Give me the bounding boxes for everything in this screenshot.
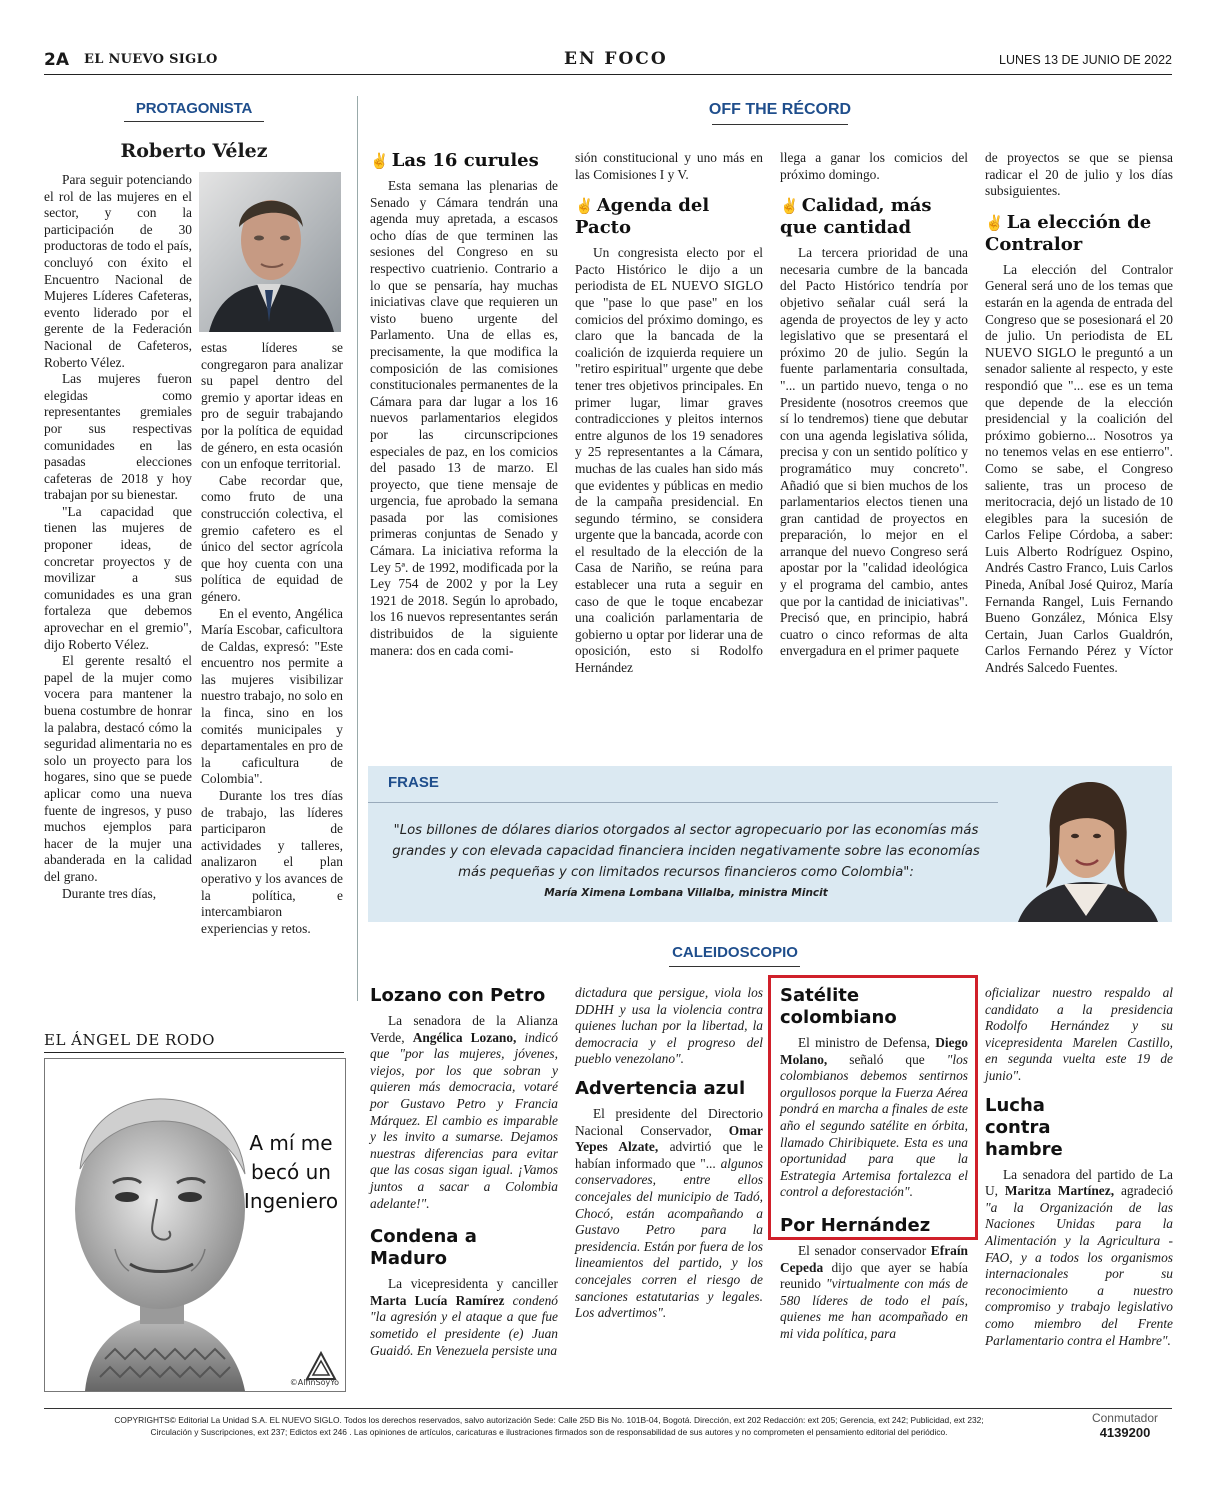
cartoon-speech-text: A mí me becó un Ingeniero [243, 1131, 339, 1213]
protagonista-col2-p3: En el evento, Angélica María Escobar, caficultora de Caldas, expresó: "Este encuentro nos permite a las mujeres visibilizar nuestro trabajo, no solo en la finca, sino en los comités municipales y departamentales en pro de la caficultura de Colombia". [201, 605, 343, 787]
satelite-rest: "los colombianos debemos sentirnos orgullosos porque la Fuerza Aérea pondrá en marcha a finales de este año el segundo satélite en órbita, llamado Chiribiquete. Esta es una oportunidad para que la Estrategia Artemisa fortalezca el control a deforestación". [780, 1051, 968, 1200]
agenda-top: sión constitucional y uno más en las Comisiones I y V. [575, 150, 763, 182]
roberto-velez-photo-art [199, 172, 341, 332]
lucha-mid: agradeció [1120, 1183, 1173, 1199]
protagonista-p2: Las mujeres fueron elegidas como representantes gremiales por sus respectivas comunidades en las pasadas elecciones cafeteras de 2018 y hoy trabajan por su bienestar. [44, 371, 192, 503]
protagonista-p5: Durante tres días, [62, 885, 157, 901]
protagonista-p4: El gerente resaltó el papel de la mujer como vocera para mantener la buena costumbre de honrar la palabra, destacó cómo la seguridad alimentaria no es solo un proyecto para los hogares, sino que se puede aplicar como una nueva fuente de ingresos, y puso muchos ejemplos para hacer de la mujer una abanderada en la calidad del grano. [44, 653, 192, 884]
protagonista-col2-p1: estas líderes se congregaron para analizar su papel dentro del gremio y aportar ideas en pro de seguir trabajando por la política de equidad de género, en esta ocasión con un enfoque territorial. [201, 340, 343, 472]
section-title: EN FOCO [564, 49, 668, 69]
advertencia-mid: advirtió que le habían informado que "... [575, 1139, 763, 1171]
satelite-mid: señaló que [849, 1051, 925, 1067]
agenda-body: Un congresista electo por el Pacto Histórico le dijo a un periodista de EL NUEVO SIGLO que "pase lo que pase" en los comicios del próximo domingo, es claro que la bancada de la coalición de izquierda requiere un "retiro espiritual" urgente que debe tener tres objetivos principales. En primer lugar, limar graves contradicciones y pleitos internos entre algunos de los 19 senadores y 25 representantes a la Cámara, muchas de las cuales han sido más que evidentes y públicas en medio de la campaña presidencial. En segundo término, se considera urgente que la bancada, acorde con el resultado de la elección de la Casa de Nariño, se reúna para establecer una ruta a seguir en caso de que le toque encabezar una coalición parlamentaria de gobierno u optar por liderar una de oposición, esto si Rodolfo Hernández [575, 245, 763, 676]
caleido-col4 [985, 985, 1173, 1349]
page-date: LUNES 13 DE JUNIO DE 2022 [999, 53, 1172, 67]
advertencia-title: Advertencia azul [575, 1077, 746, 1099]
angel-de-rodo-label: EL ÁNGEL DE RODO [44, 1031, 344, 1053]
protagonista-p3: "La capacidad que tienen las mujeres de proponer ideas, de concretar proyectos y de movilizar a sus comunidades es una gran fortaleza que debemos aprovechar en el gremio", dijo Roberto Vélez. [44, 503, 192, 652]
advertencia-pre: El presidente del Directorio Nacional Conservador, [575, 1105, 763, 1138]
hand-icon: ✌ [370, 152, 389, 170]
footer-rule [44, 1408, 1172, 1409]
maduro-continued: dictadura que persigue, viola los DDHH y usa la violencia contra quienes luchan por la libertad, la democracia y el progreso del pueblo venezolano". [575, 985, 763, 1067]
protagonista-title: Roberto Vélez [120, 140, 268, 162]
column-divider-left [357, 96, 358, 1001]
hernandez-pre: El senador conservador [798, 1242, 927, 1258]
lozano-title: Lozano con Petro [370, 985, 546, 1006]
hernandez-rest: "virtualmente con más de 580 líderes de todo el país, quienes me han acompañado en mi vida política, para [780, 1276, 968, 1341]
contralor-heading [985, 212, 1173, 256]
advertencia-name: Omar Yepes Alzate, [575, 1122, 763, 1155]
conmutador [1078, 1411, 1172, 1440]
caleidoscopio-rule [669, 966, 800, 967]
cartoon-drawing [45, 1059, 345, 1391]
lucha-body [985, 1167, 1173, 1350]
satelite-title: Satélite colombiano [780, 985, 897, 1028]
page-header [44, 50, 1172, 75]
protagonista-col2-p4: Durante los tres días de trabajo, las líderes participaron de actividades y talleres, analizaron el plan operativo y los avances de la política, e intercambiaron experiencias y retos. [201, 788, 343, 936]
frase-quote: "Los billones de dólares diarios otorgados al sector agropecuario por las economías más grandes y con elevada capacidad financiera inciden negativamente sobre las economías más pequeñas y con limitados recursos financieros como Colombia": [392, 823, 980, 880]
angel-cartoon [44, 1058, 346, 1392]
calidad-heading [780, 195, 968, 239]
lucha-title: Lucha contra hambre [985, 1094, 1063, 1160]
lucha-rest: "a la Organización de las Naciones Unidas para la Alimentación y la Agricultura - FAO, y a todos los organismos internacionales por su reconocimiento a nuestro compromiso y trabajo legislativo como miembro del Frente Parlamentario contra el Hambre". [985, 1199, 1173, 1348]
hernandez-title: Por Hernández [780, 1214, 931, 1236]
curules-title: Las 16 curules [391, 150, 539, 171]
footer-copyright [44, 1414, 1054, 1438]
hand-icon: ✌ [985, 213, 1004, 232]
satelite-name: Diego Molano, [780, 1035, 968, 1067]
hernandez-continued: oficializar nuestro respaldo al candidato a la presidencia Rodolfo Hernández y su vicepresidenta Marelen Castillo, en segunda vuelta este 19 de junio". [985, 985, 1173, 1083]
agenda-heading [575, 195, 763, 239]
minister-photo-art [998, 766, 1172, 922]
calidad-title: Calidad, más que cantidad [780, 195, 932, 239]
contralor-top: de proyectos se que se piensa radicar el 20 de julio y los días subsiguientes. [985, 150, 1173, 199]
page-number: 2A [44, 50, 69, 70]
satelite-pre: El ministro de Defensa, [798, 1035, 931, 1050]
frase-label: FRASE [388, 774, 439, 791]
maduro-body [370, 1276, 558, 1359]
lozano-rest: indicó que "por las mujeres, jóvenes, viejos, por los que sobran y quieren más democracia, votaré por Gustavo Petro y Francia Márquez. El cambio es imparable y les invito a sumarse. Dejamos nuestras diferencias para evitar que las cosas sigan igual. ¡Vamos juntos a sacar a Colombia adelante!". [370, 1029, 558, 1211]
protagonista-p1: Para seguir potenciando el rol de las mujeres en el sector, y con la participación de 30 productoras de todo el país, concluyó con éxito el Encuentro Nacional de Mujeres Líderes Cafeteras, evento liderado por el gerente de la Federación Nacional de Cafeteros, Roberto Vélez. [44, 172, 192, 370]
protagonista-col2 [201, 340, 343, 937]
hernandez-name: Efraín Cepeda [780, 1242, 968, 1275]
frase-author: María Ximena Lombana Villalba, ministra Mincit [544, 887, 828, 899]
protagonista-col1 [44, 172, 192, 902]
calidad-top: llega a ganar los comicios del próximo domingo. [780, 150, 968, 182]
lucha-name: Maritza Martínez, [1004, 1183, 1115, 1199]
gear-triangle-logo-icon [307, 1353, 335, 1379]
curules-body: Esta semana las plenarias de Senado y Cámara tendrán una agenda muy apretada, a escasos ocho días de que terminen las sesiones del Congreso en su respectivo cuatrienio. Contrario a lo que se pensaría, hay muchas iniciativas clave que requieren un visto bueno urgente del Parlamento. Una de ellas es, precisamente, la que modifica la composición de las comisiones constitucionales permanentes de la Cámara para dar lugar a los 16 nuevos parlamentarios elegidos por las circunscripciones especiales de paz, en los comicios del pasado 13 de marzo. El proyecto, que tiene mensaje de urgencia, fue aprobado la semana pasada por las comisiones primeras conjuntas de Senado y Cámara. La iniciativa reforma la Ley 5ª. de 1992, modificada por la Ley 754 de 2002 y por la Ley 1921 de 2018. Según lo aprobado, los 16 nuevos representantes serán distribuidos de la siguiente manera: dos en cada comi- [370, 178, 558, 658]
agenda-title: Agenda del Pacto [575, 195, 710, 239]
contralor-title: La elección de Contralor [985, 211, 1152, 255]
protagonista-section [44, 100, 344, 162]
maduro-pre: La vicepresidenta y canciller [388, 1276, 558, 1292]
conmutador-number: 4139200 [1099, 1425, 1151, 1440]
advertencia-rest: algunos conservadores, entre ellos concejales del municipio de Tadó, Chocó, están acompañando a Gustavo Petro para la presidencia. Están por fuera de los lineamientos del partido, y los concejales corren el riesgo de sanciones estatutarias y legales. Los advertimos". [575, 1155, 763, 1321]
curules-heading [370, 150, 558, 172]
maduro-title: Condena a Maduro [370, 1226, 477, 1270]
hernandez-mid: dijo que ayer se había reunido [780, 1259, 968, 1292]
off-record-col1 [370, 150, 558, 659]
paper-name: EL NUEVO SIGLO [84, 52, 218, 67]
off-record-label: OFF THE RÉCORD [708, 101, 852, 118]
maduro-rest: condenó "la agresión y el ataque a que fue sometido el presidente (e) Juan Guaidó. En Venezuela persiste una [370, 1292, 558, 1358]
caleido-col2 [575, 985, 763, 1322]
minister-photo [998, 766, 1172, 922]
hand-icon: ✌ [575, 197, 594, 216]
hand-icon: ✌ [780, 197, 799, 216]
protagonista-col2-p2: Cabe recordar que, como fruto de una construcción colectiva, el gremio cafetero es el único del sector agrícola que hoy cuenta con una política de equidad de género. [201, 472, 343, 604]
footer-line1: COPYRIGHTS© Editorial La Unidad S.A. EL NUEVO SIGLO. Todos los derechos reservados, salvo autorización Sede: Calle 25D Bis No. 101B-04, Bogotá. Dirección, ext 202 Redacción: ext 205; Gerencia, ext 242; Publicidad, ext 232; [114, 1415, 984, 1425]
caleidoscopio-label: CALEIDOSCOPIO [672, 944, 798, 961]
frase-box [368, 766, 1172, 922]
conmutador-label: Conmutador [1091, 1411, 1159, 1425]
protagonista-label: PROTAGONISTA [135, 100, 253, 117]
hernandez-body [780, 1243, 968, 1343]
caleido-col1 [370, 985, 558, 1359]
footer-line2: Circulación y Suscripciones, ext 237; Edictos ext 246 . Las opiniones de artículos, caricaturas e ilustraciones firmados son de responsabilidad de sus autores y no comprometen el pensamiento editorial del periódico. [150, 1427, 948, 1437]
lozano-name: Angélica Lozano, [412, 1029, 517, 1045]
cartoon-credit: ©AlfinSoyYo [289, 1378, 339, 1387]
roberto-velez-photo [199, 172, 341, 332]
protagonista-label-rule [124, 121, 264, 122]
lozano-body [370, 1013, 558, 1212]
advertencia-body [575, 1106, 763, 1322]
contralor-body: La elección del Contralor General será uno de los temas que estarán en la agenda de entrada del Congreso que se posesionará el 20 de julio. Un periodista de EL NUEVO SIGLO le preguntó a un senador saliente al respecto, y este respondió que "... ese es un tema que depende de la elección presidencial y la coalición del próximo gobierno... Nosotros ya no tenemos velas en ese entierro". Como se sabe, el Congreso saliente, tras un proceso de meritocracia, dejó un listado de 10 elegibles para la sucesión de Carlos Felipe Córdoba, a saber: Luis Alberto Rodríguez Ospino, Andrés Castro Franco, Luis Carlos Pineda, Aníbal José Quiroz, María Fernanda Rangel, Luis Fernando Bueno González, Mónica Elsy Certain, Juan Carlos Gualdrón, Carlos Fernando Pérez y Víctor Andrés Salcedo Fuentes. [985, 261, 1173, 676]
off-record-col4 [985, 150, 1173, 677]
off-record-col3 [780, 150, 968, 660]
off-record-rule [712, 124, 848, 125]
lucha-pre: La senadora del partido de La U, [985, 1166, 1173, 1199]
off-record-col2 [575, 150, 763, 677]
lozano-pre: La senadora de la Alianza Verde, [370, 1013, 558, 1045]
maduro-name: Marta Lucía Ramírez [370, 1292, 505, 1308]
calidad-body: La tercera prioridad de una necesaria cumbre de la bancada del Pacto Histórico tendría por objetivo señalar cuál será la agenda de proyectos de ley y acto legislativo que se presentará el próximo 20 de julio. Según la fuente parlamentaria consultada, "... un partido nuevo, tenga o no Presidente (nosotros creemos que sí lo tendremos) tiene que debutar con una agenda legislativa sólida, precisa y con un sentido político y programático muy concreto". Añadió que si bien muchos de los parlamentarios electos tienen una gran cantidad de proyectos en preparación, lo mejor en el arranque del nuevo Congreso será apostar por la "calidad ideológica y el programa del cambio, antes que por la cantidad de iniciativas". Precisó que, en principio, habrá cuatro o cinco reformas de alta envergadura en el primer paquete [780, 245, 968, 659]
satelite-highlight-box [768, 975, 978, 1240]
